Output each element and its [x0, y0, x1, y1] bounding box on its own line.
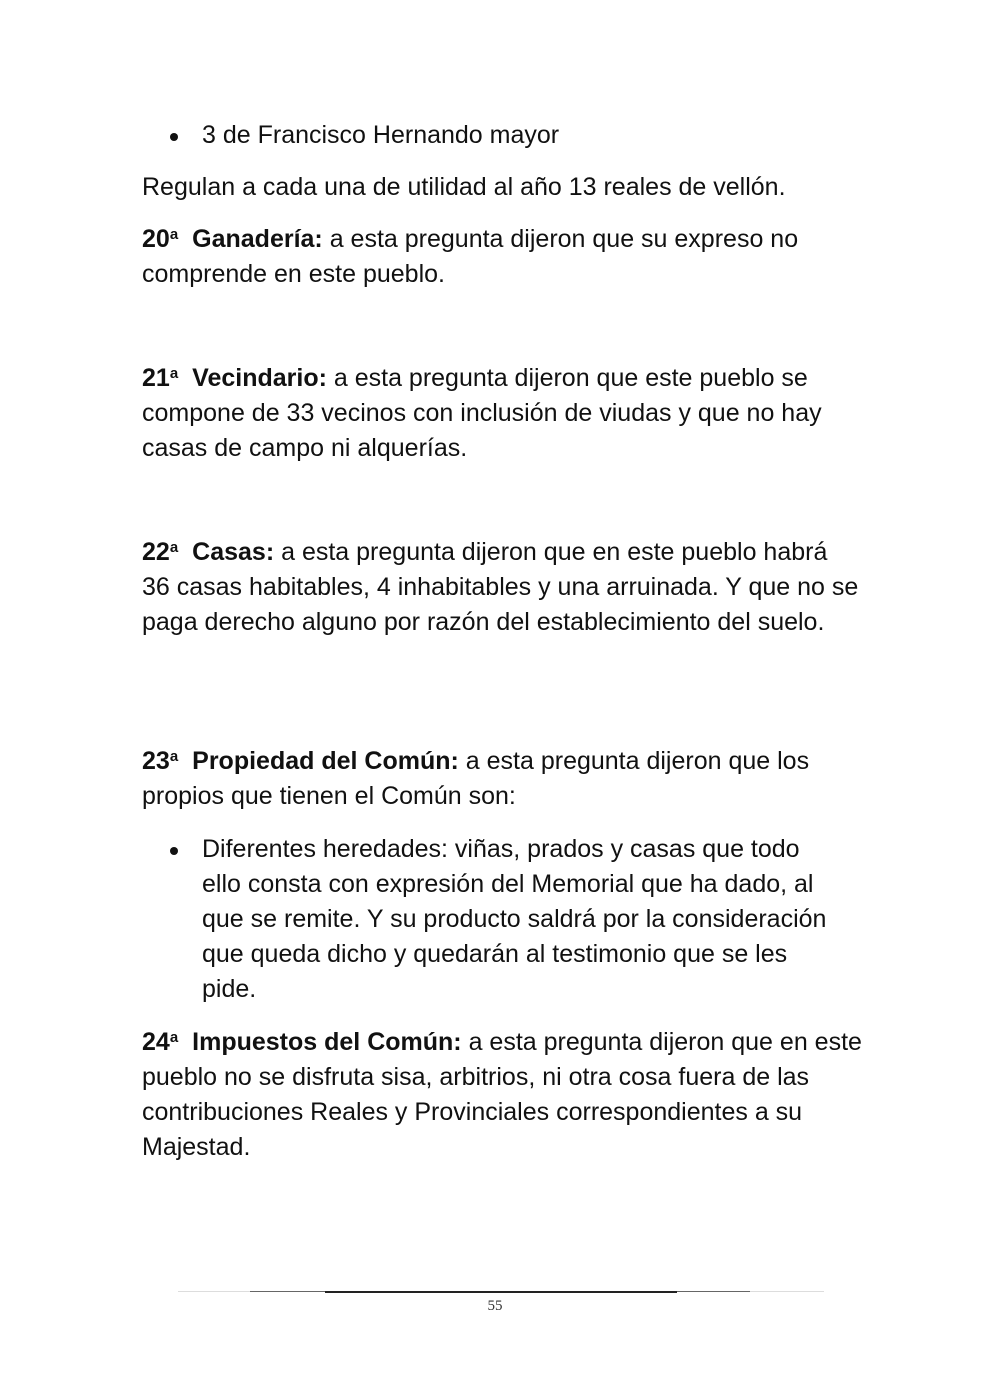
question-number: 22$^a$ — [142, 538, 179, 566]
bullet-icon — [170, 133, 178, 141]
question-21 — [142, 361, 862, 466]
paragraph-regulan: Regulan a cada una de utilidad al año 13 reales de vellón. — [142, 173, 786, 201]
question-23 — [142, 744, 862, 814]
question-heading: Propiedad del Común: — [192, 747, 459, 775]
question-number: 20$^a$ — [142, 225, 179, 253]
question-text: a esta pregunta dijeron que en este pueblo habrá 36 casas habitables, 4 inhabitables y una arruinada. Y que no se paga derecho alguno por razón del establecimiento del suelo. — [142, 538, 859, 636]
question-text: a esta pregunta dijeron que los propios que tienen el Común son: — [142, 747, 810, 810]
question-number: 21$^a$ — [142, 364, 179, 392]
question-text: a esta pregunta dijeron que en este pueblo no se disfruta sisa, arbitrios, ni otra cosa fuera de las contribuciones Reales y Provinciales correspondientes a su Majestad. — [142, 1028, 862, 1161]
list-item — [142, 832, 862, 1007]
question-heading: Vecindario: — [192, 364, 327, 392]
page-number: 55 — [487, 1298, 503, 1314]
question-number: 24$^a$ — [142, 1028, 179, 1056]
question-heading: Ganadería: — [192, 225, 323, 253]
list-item-text: 3 de Francisco Hernando mayor — [202, 121, 560, 149]
question-number: 23$^a$ — [142, 747, 179, 775]
footer-divider-strong — [325, 1291, 677, 1293]
question-20 — [142, 222, 862, 292]
list-item — [142, 118, 862, 153]
question-text: a esta pregunta dijeron que este pueblo se compone de 33 vecinos con inclusión de viudas y que no hay casas de campo ni alquerías. — [142, 364, 822, 462]
bullet-icon — [170, 847, 178, 855]
question-heading: Impuestos del Común: — [192, 1028, 462, 1056]
question-heading: Casas: — [192, 538, 275, 566]
list-item-text: Diferentes heredades: viñas, prados y casas que todo ello consta con expresión del Memorial que ha dado, al que se remite. Y su producto saldrá por la consideración que queda dicho y quedarán al testimonio que se les pide. — [202, 835, 827, 1003]
question-text: a esta pregunta dijeron que su expreso no comprende en este pueblo. — [142, 225, 799, 288]
question-24 — [142, 1025, 862, 1165]
question-22 — [142, 535, 862, 640]
